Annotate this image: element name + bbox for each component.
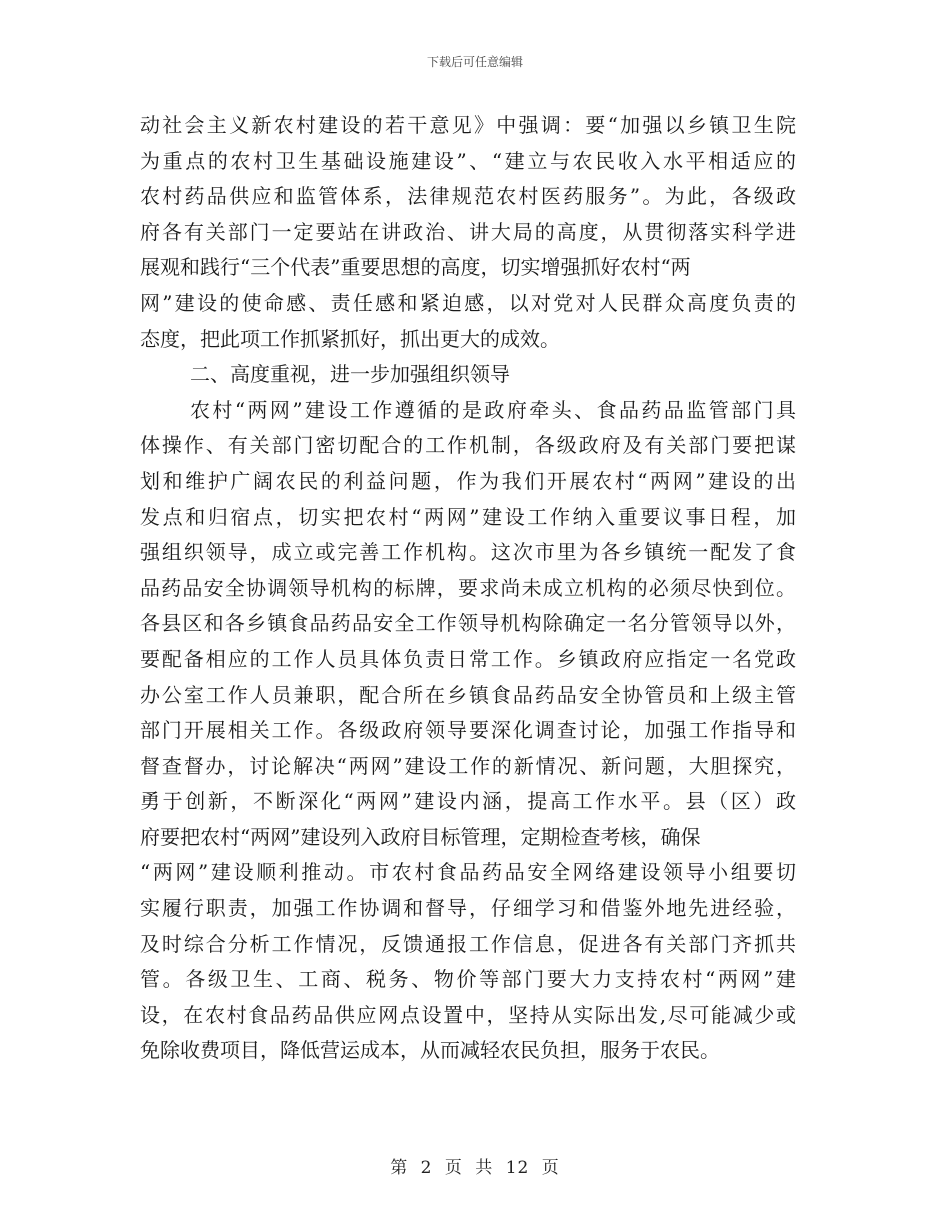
text-line: 网”建设的使命感、责任感和紧迫感，以对党对人民群众高度负责的: [140, 290, 796, 315]
text-line: 二、高度重视，进一步加强组织领导: [190, 362, 510, 387]
text-line: 设，在农村食品药品供应网点设置中，坚持从实际出发,尽可能减少或: [140, 1002, 796, 1027]
text-line: 划和维护广阔农民的利益问题，作为我们开展农村“两网”建设的出: [140, 468, 796, 493]
text-line: 督查督办，讨论解决“两网”建设工作的新情况、新问题，大胆探究，: [140, 753, 796, 778]
text-line: 管。各级卫生、工商、税务、物价等部门要大力支持农村“两网”建: [140, 967, 796, 992]
text-line: 府要把农村“两网”建设列入政府目标管理，定期检查考核，确保: [140, 824, 701, 849]
text-line: “两网”建设顺利推动。市农村食品药品安全网络建设领导小组要切: [140, 860, 796, 885]
text-line: 态度，把此项工作抓紧抓好，抓出更大的成效。: [140, 326, 560, 351]
text-line: 府各有关部门一定要站在讲政治、讲大局的高度，从贯彻落实科学进: [140, 219, 796, 244]
page-header-note: 下载后可任意编辑: [426, 55, 523, 69]
text-line: 实履行职责，加强工作协调和督导，仔细学习和借鉴外地先进经验，: [140, 896, 796, 921]
document-body: [140, 108, 796, 1069]
text-line: 办公室工作人员兼职，配合所在乡镇食品药品安全协管员和上级主管: [140, 682, 796, 707]
text-line: 各县区和各乡镇食品药品安全工作领导机构除确定一名分管领导以外，: [140, 611, 796, 636]
text-line: 勇于创新，不断深化“两网”建设内涵，提高工作水平。县（区）政: [140, 789, 796, 814]
text-line: 强组织领导，成立或完善工作机构。这次市里为各乡镇统一配发了食: [140, 540, 796, 565]
text-line: 及时综合分析工作情况，反馈通报工作信息，促进各有关部门齐抓共: [140, 931, 796, 956]
text-line: 要配备相应的工作人员具体负责日常工作。乡镇政府应指定一名党政: [140, 646, 796, 671]
text-line: 品药品安全协调领导机构的标牌，要求尚未成立机构的必须尽快到位。: [140, 575, 796, 600]
text-line: 展观和践行“三个代表”重要思想的高度，切实增强抓好农村“两: [140, 255, 691, 280]
text-line: 农村药品供应和监管体系，法律规范农村医药服务”。为此，各级政: [140, 184, 796, 209]
text-line: 体操作、有关部门密切配合的工作机制，各级政府及有关部门要把谋: [140, 433, 796, 458]
text-line: 部门开展相关工作。各级政府领导要深化调查讨论，加强工作指导和: [140, 718, 796, 743]
text-line: 农村“两网”建设工作遵循的是政府牵头、食品药品监管部门具: [190, 397, 796, 422]
text-line: 动社会主义新农村建设的若干意见》中强调：要“加强以乡镇卫生院: [140, 113, 796, 137]
text-line: 免除收费项目，降低营运成本，从而减轻农民负担，服务于农民。: [140, 1038, 720, 1063]
text-line: 为重点的农村卫生基础设施建设”、“建立与农民收入水平相适应的: [140, 148, 796, 173]
page-number-footer: 第 2 页 共 12 页: [390, 1158, 560, 1178]
text-line: 发点和归宿点，切实把农村“两网”建设工作纳入重要议事日程，加: [140, 504, 796, 529]
